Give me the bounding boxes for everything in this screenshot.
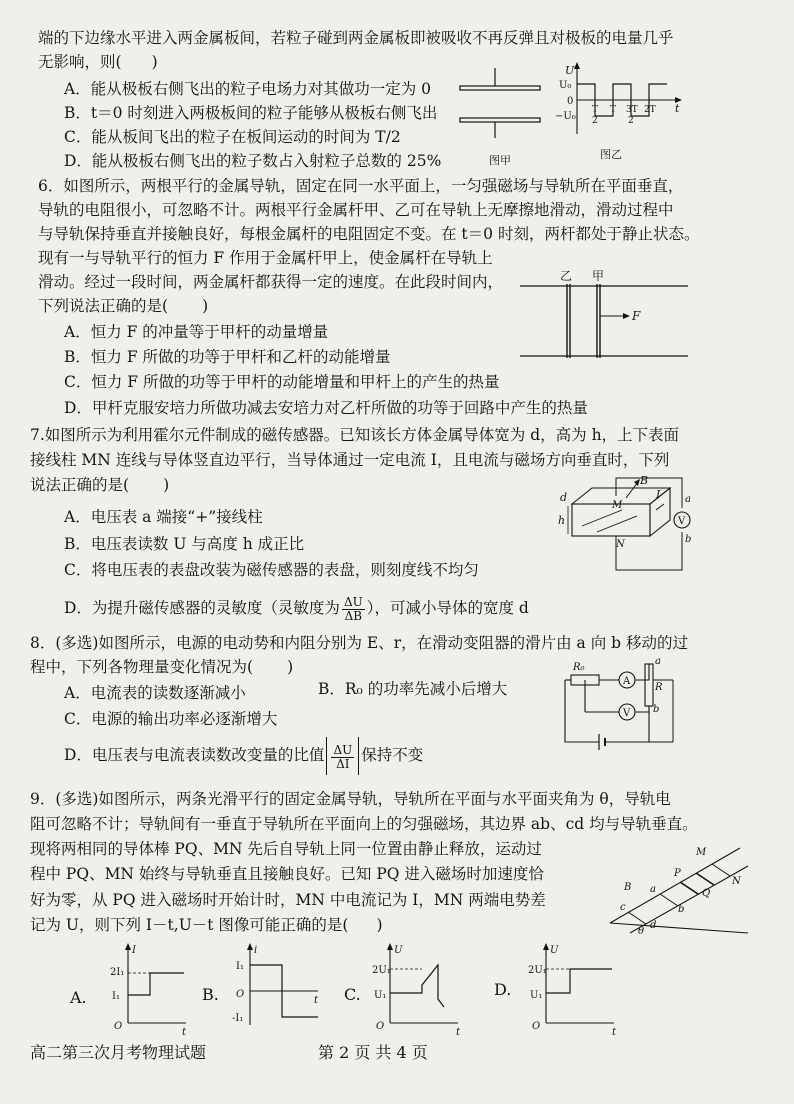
q8-option-b: B．R₀ 的功率先减小后增大 bbox=[318, 680, 508, 698]
svg-text:R₀: R₀ bbox=[573, 662, 585, 673]
svg-text:I₁: I₁ bbox=[112, 991, 120, 1002]
q9-line2: 阻可忽略不计；导轨间有一垂直于导轨所在平面向上的匀强磁场，其边界 ab、cd 均与导轨垂直。 bbox=[30, 815, 698, 833]
svg-text:-I₁: -I₁ bbox=[232, 1013, 244, 1024]
q9-option-b-letter: B. bbox=[202, 985, 219, 1004]
q9-line5: 好为零，从 PQ 进入磁场时开始计时，MN 中电流记为 I，MN 两端电势差 bbox=[30, 891, 546, 909]
svg-text:V: V bbox=[623, 708, 631, 719]
svg-text:3T: 3T bbox=[626, 105, 638, 115]
svg-text:N: N bbox=[732, 876, 741, 887]
svg-text:B: B bbox=[640, 474, 649, 487]
q9-line3: 现将两相同的导体棒 PQ、MN 先后自导轨上同一位置由静止释放，运动过 bbox=[30, 840, 542, 858]
svg-text:2U₁: 2U₁ bbox=[372, 965, 391, 976]
svg-text:h: h bbox=[558, 514, 566, 527]
q8-option-d: D．电压表与电流表读数改变量的比值 $\frac{\Delta U}{\Delta I}$ 保持不变 bbox=[64, 736, 423, 775]
q8-line2: 程中，下列各物理量变化情况为( ) bbox=[30, 658, 294, 676]
q6-option-a: A．恒力 F 的冲量等于甲杆的动量增量 bbox=[64, 323, 329, 341]
svg-text:U₀: U₀ bbox=[559, 80, 572, 91]
svg-text:乙: 乙 bbox=[560, 269, 573, 283]
svg-text:O: O bbox=[114, 1021, 123, 1032]
svg-text:2I₁: 2I₁ bbox=[110, 967, 125, 978]
svg-text:M: M bbox=[696, 847, 707, 858]
svg-text:N: N bbox=[616, 539, 625, 550]
q9-figure-inclined-rails bbox=[600, 838, 750, 938]
q5-option-c: C．能从板间飞出的粒子在板间运动的时间为 T/2 bbox=[64, 128, 401, 146]
q9-line4: 程中 PQ、MN 始终与导轨垂直且接触良好。已知 PQ 进入磁场时加速度恰 bbox=[30, 865, 544, 883]
footer-exam-title: 高二第三次月考物理试题 bbox=[30, 1043, 207, 1062]
svg-text:θ: θ bbox=[638, 926, 645, 937]
svg-text:U₁: U₁ bbox=[530, 990, 543, 1001]
svg-text:Q: Q bbox=[702, 888, 711, 899]
q9-option-c-letter: C. bbox=[344, 985, 361, 1004]
svg-text:t: t bbox=[314, 995, 319, 1006]
svg-text:V: V bbox=[678, 516, 686, 527]
svg-text:d: d bbox=[560, 491, 568, 504]
fig1-caption: 图甲 bbox=[489, 154, 511, 167]
svg-text:U: U bbox=[565, 64, 575, 77]
svg-text:b: b bbox=[678, 904, 685, 915]
q9-line1: 9．(多选)如图所示，两条光滑平行的固定金属导轨，导轨所在平面与水平面夹角为 θ，导轨电 bbox=[30, 790, 671, 808]
svg-text:U: U bbox=[394, 945, 403, 956]
svg-text:t: t bbox=[182, 1027, 187, 1038]
q7-option-a: A．电压表 a 端接“+”接线柱 bbox=[64, 508, 263, 526]
q7-option-c: C．将电压表的表盘改装为磁传感器的表盘，则刻度线不均匀 bbox=[64, 561, 479, 579]
q5-figure-plates bbox=[455, 66, 555, 171]
q6-line6: 下列说法正确的是( ) bbox=[38, 297, 209, 315]
q7-figure-hall-element bbox=[552, 474, 692, 584]
q8-figure-circuit bbox=[555, 650, 685, 750]
q7-line1: 7.如图所示为利用霍尔元件制成的磁传感器。已知该长方体金属导体宽为 d，高为 h，上下表面 bbox=[30, 426, 680, 444]
q6-line5: 滑动。经过一段时间，两金属杆都获得一定的速度。在此段时间内， bbox=[38, 273, 504, 291]
q6-option-b: B．恒力 F 所做的功等于甲杆和乙杆的动能增量 bbox=[64, 348, 391, 366]
svg-text:2: 2 bbox=[592, 116, 598, 126]
svg-text:2: 2 bbox=[628, 116, 634, 126]
svg-text:2T: 2T bbox=[644, 105, 656, 115]
svg-text:O: O bbox=[376, 1021, 385, 1032]
svg-text:B: B bbox=[624, 882, 632, 893]
svg-text:O: O bbox=[236, 989, 245, 1000]
q9-option-d-letter: D. bbox=[494, 980, 512, 999]
svg-text:t: t bbox=[675, 102, 680, 115]
q9-option-b-graph bbox=[232, 943, 322, 1031]
q9-option-a-letter: A. bbox=[70, 988, 87, 1007]
svg-text:T: T bbox=[592, 105, 599, 115]
svg-text:M: M bbox=[612, 500, 623, 511]
q8-option-a: A．电流表的读数逐渐减小 bbox=[64, 684, 246, 702]
q6-option-c: C．恒力 F 所做的功等于甲杆的动能增量和甲杆上的产生的热量 bbox=[64, 373, 500, 391]
q5-line2: 无影响，则( ) bbox=[38, 53, 158, 71]
q5-line1: 端的下边缘水平进入两金属板间，若粒子碰到两金属板即被吸收不再反弹且对极板的电量几乎 bbox=[38, 29, 674, 47]
svg-text:P: P bbox=[674, 868, 681, 879]
svg-text:A: A bbox=[623, 676, 631, 687]
q5-option-d: D．能从极板右侧飞出的粒子数占入射粒子总数的 25% bbox=[64, 152, 442, 170]
svg-text:甲: 甲 bbox=[592, 269, 605, 283]
svg-text:a: a bbox=[655, 656, 661, 667]
svg-text:t: t bbox=[456, 1027, 461, 1038]
svg-text:i: i bbox=[254, 945, 258, 956]
svg-text:a: a bbox=[685, 494, 691, 505]
fig2-caption: 图乙 bbox=[600, 148, 622, 161]
q9-option-d-graph bbox=[528, 943, 618, 1038]
q5-option-a: A．能从极板右侧飞出的粒子电场力对其做功一定为 0 bbox=[64, 80, 431, 98]
q7-line3: 说法正确的是( ) bbox=[30, 476, 170, 494]
svg-text:0: 0 bbox=[567, 96, 574, 107]
q6-figure-rails bbox=[520, 266, 690, 366]
footer-page-number: 第 2 页 共 4 页 bbox=[318, 1043, 428, 1062]
svg-text:U: U bbox=[550, 945, 559, 956]
svg-text:t: t bbox=[612, 1027, 617, 1038]
svg-text:d: d bbox=[650, 920, 657, 931]
q9-line6: 记为 U，则下列 I－t,U－t 图像可能正确的是( ) bbox=[30, 916, 383, 934]
q5-option-b: B．t＝0 时刻进入两极板间的粒子能够从极板右侧飞出 bbox=[64, 104, 438, 122]
svg-text:b: b bbox=[653, 704, 660, 715]
q6-line1: 6．如图所示，两根平行的金属导轨，固定在同一水平面上，一匀强磁场与导轨所在平面垂直， bbox=[38, 177, 684, 195]
q9-option-a-graph bbox=[110, 943, 190, 1038]
q6-line4: 现有一与导轨平行的恒力 F 作用于金属杆甲上，使金属杆在导轨上 bbox=[38, 249, 493, 267]
q8-line1: 8．(多选)如图所示，电源的电动势和内阻分别为 E、r，在滑动变阻器的滑片由 a 向 b 移动的过 bbox=[30, 634, 688, 652]
svg-text:I: I bbox=[656, 488, 661, 501]
q7-line2: 接线柱 MN 连线与导体竖直边平行，当导体通过一定电流 I，且电流与磁场方向垂直时，下列 bbox=[30, 451, 670, 469]
svg-text:F: F bbox=[632, 309, 641, 323]
svg-text:I₁: I₁ bbox=[236, 961, 244, 972]
svg-text:−U₀: −U₀ bbox=[555, 111, 576, 122]
svg-text:R: R bbox=[655, 682, 663, 693]
svg-text:I: I bbox=[132, 945, 136, 956]
q8-option-c: C．电源的输出功率必逐渐增大 bbox=[64, 710, 278, 728]
svg-text:O: O bbox=[532, 1021, 541, 1032]
q9-option-c-graph bbox=[372, 943, 462, 1038]
svg-text:c: c bbox=[620, 902, 626, 913]
svg-text:U₁: U₁ bbox=[374, 990, 387, 1001]
q6-line2: 导轨的电阻很小，可忽略不计。两根平行金属杆甲、乙可在导轨上无摩擦地滑动，滑动过程中 bbox=[38, 201, 674, 219]
q6-line3: 与导轨保持垂直并接触良好，每根金属杆的电阻固定不变。在 t＝0 时刻，两杆都处于静止状态。 bbox=[38, 225, 700, 243]
svg-text:a: a bbox=[650, 884, 656, 895]
q5-figure-voltage-graph bbox=[555, 62, 685, 172]
svg-text:T: T bbox=[610, 105, 617, 115]
q7-option-d: D．为提升磁传感器的灵敏度（灵敏度为 $\frac{\Delta U}{\Delta B}$ ），可减小导体的宽度 d bbox=[64, 594, 529, 623]
q6-option-d: D．甲杆克服安培力所做功减去安培力对乙杆所做的功等于回路中产生的热量 bbox=[64, 399, 588, 417]
svg-text:b: b bbox=[685, 534, 692, 545]
svg-text:2U₁: 2U₁ bbox=[528, 965, 547, 976]
q7-option-b: B．电压表读数 U 与高度 h 成正比 bbox=[64, 535, 305, 553]
